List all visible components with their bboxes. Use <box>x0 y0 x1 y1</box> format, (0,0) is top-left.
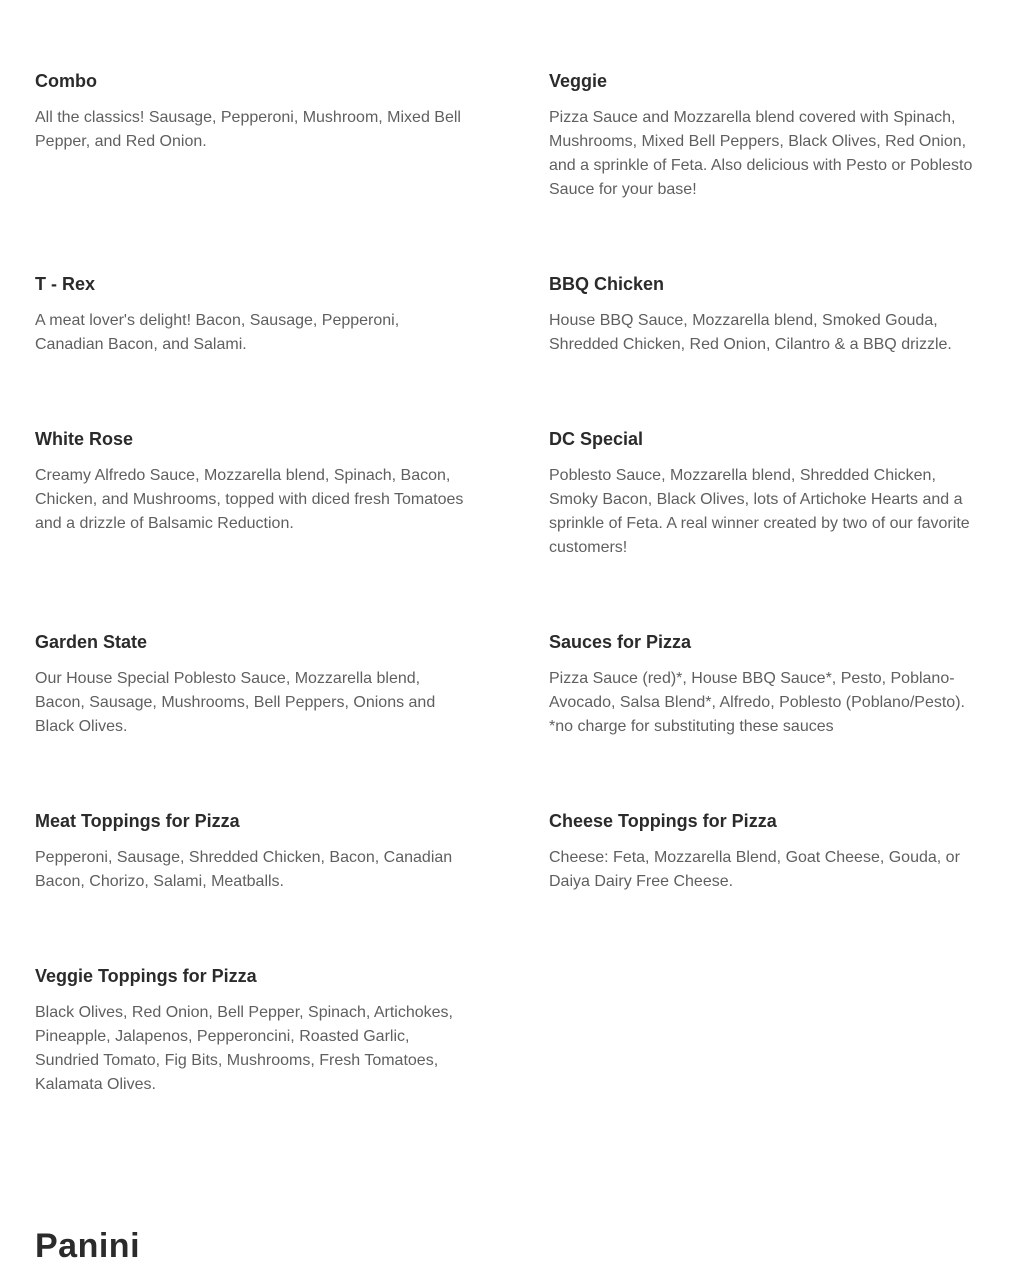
menu-item-description: Pizza Sauce and Mozzarella blend covered with Spinach, Mushrooms, Mixed Bell Peppers, Black Olives, Red Onion, and a sprinkle of Feta. Also delicious with Pesto or Poblesto Sauce for your base! <box>549 109 973 198</box>
menu-item-description: Creamy Alfredo Sauce, Mozzarella blend, Spinach, Bacon, Chicken, and Mushrooms, topped with diced fresh Tomatoes and a drizzle of Balsamic Reduction. <box>35 467 464 532</box>
menu-item-description: Black Olives, Red Onion, Bell Pepper, Spinach, Artichokes, Pineapple, Jalapenos, Pepperoncini, Roasted Garlic, Sundried Tomato, Fig Bits, Mushrooms, Fresh Tomatoes, Kalamata Olives. <box>35 1004 453 1093</box>
menu-item-name: Meat Toppings for Pizza <box>35 811 240 831</box>
menu-item-meat-toppings <box>35 810 465 894</box>
menu-item-name: Garden State <box>35 632 148 652</box>
menu-item-name: Cheese Toppings for Pizza <box>549 811 777 831</box>
menu-item-t-rex <box>35 273 465 357</box>
menu-item-name: Sauces for Pizza <box>549 632 692 652</box>
menu-item-description: Our House Special Poblesto Sauce, Mozzarella blend, Bacon, Sausage, Mushrooms, Bell Peppers, Onions and Black Olives. <box>35 670 436 735</box>
menu-item-name: DC Special <box>549 429 644 449</box>
menu-item-garden-state <box>35 631 465 739</box>
menu-item-description: Pepperoni, Sausage, Shredded Chicken, Bacon, Canadian Bacon, Chorizo, Salami, Meatballs. <box>35 849 453 890</box>
menu-item-dc-special <box>549 428 974 560</box>
menu-item-combo <box>35 70 465 154</box>
menu-item-bbq-chicken <box>549 273 974 357</box>
menu-item-name: White Rose <box>35 429 134 449</box>
menu-item-veggie-toppings <box>35 965 465 1097</box>
menu-item-white-rose <box>35 428 465 536</box>
menu-item-name: Veggie <box>549 71 608 91</box>
menu-item-name: T - Rex <box>35 274 96 294</box>
menu-item-veggie <box>549 70 974 202</box>
section-title-panini: Panini <box>35 1227 141 1265</box>
menu-item-name: BBQ Chicken <box>549 274 665 294</box>
menu-item-description: House BBQ Sauce, Mozzarella blend, Smoked Gouda, Shredded Chicken, Red Onion, Cilantro & a BBQ drizzle. <box>549 312 952 353</box>
menu-item-name: Combo <box>35 71 97 91</box>
menu-item-description: A meat lover's delight! Bacon, Sausage, Pepperoni, Canadian Bacon, and Salami. <box>35 312 400 353</box>
menu-item-sauces-for-pizza <box>549 631 974 739</box>
menu-item-description: All the classics! Sausage, Pepperoni, Mushroom, Mixed Bell Pepper, and Red Onion. <box>35 109 461 150</box>
menu-item-description: Cheese: Feta, Mozzarella Blend, Goat Cheese, Gouda, or Daiya Dairy Free Cheese. <box>549 849 960 890</box>
menu-item-description: Pizza Sauce (red)*, House BBQ Sauce*, Pesto, Poblano-Avocado, Salsa Blend*, Alfredo, Poblesto (Poblano/Pesto). *no charge for substituting these sauces <box>549 670 965 735</box>
menu-item-description: Poblesto Sauce, Mozzarella blend, Shredded Chicken, Smoky Bacon, Black Olives, lots of Artichoke Hearts and a sprinkle of Feta. A real winner created by two of our favorite customers! <box>549 467 970 556</box>
menu-item-name: Veggie Toppings for Pizza <box>35 966 257 986</box>
menu-item-cheese-toppings <box>549 810 974 894</box>
